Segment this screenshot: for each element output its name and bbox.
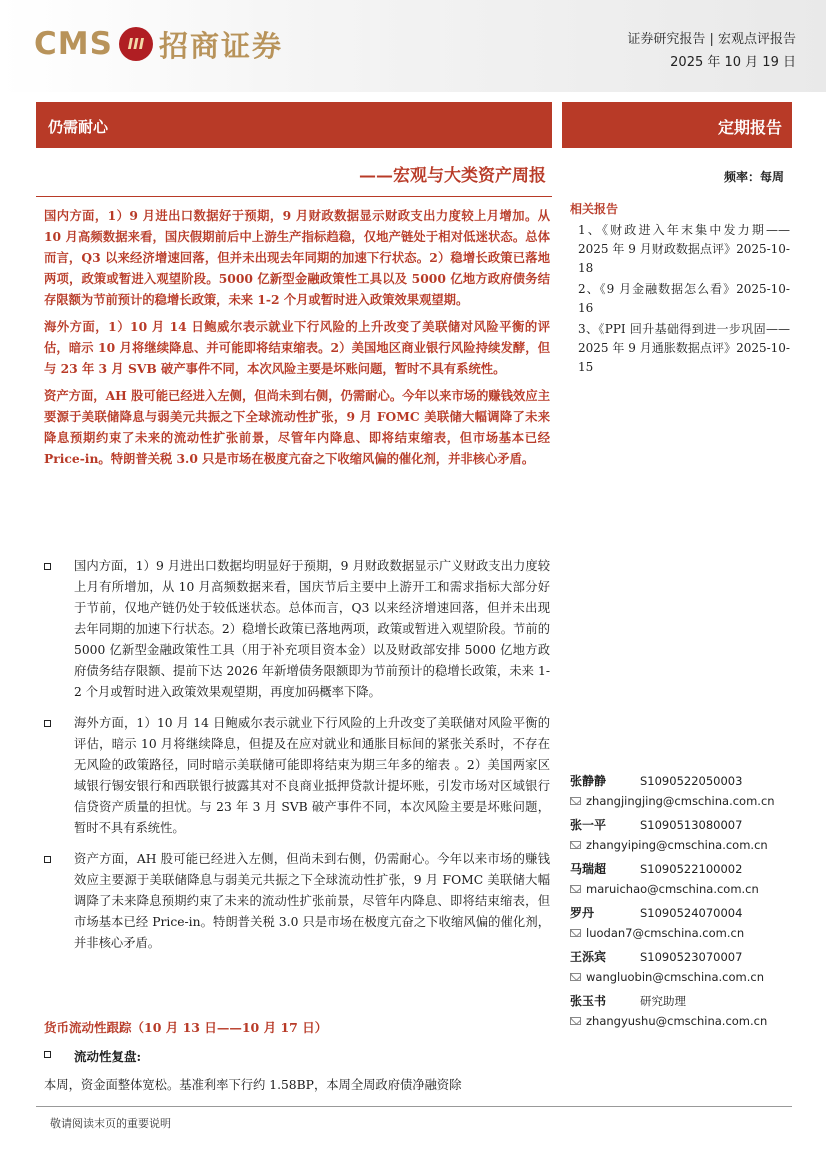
- page-subtitle: ——宏观与大类资产周报: [359, 166, 546, 186]
- related-reports-title: 相关报告: [570, 202, 619, 216]
- analyst-card: [570, 858, 790, 899]
- title-divider: [36, 196, 552, 197]
- bullet-item: [44, 556, 550, 703]
- related-reports: [570, 200, 790, 379]
- footer-divider: [36, 1106, 792, 1107]
- summary-paragraph: 资产方面，AH 股可能已经进入左侧，但尚未到右侧，仍需耐心。今年以来市场的赚钱效应主要源于美联储降息与弱美元共振之下全球流动性扩张，9 月 FOMC 美联储大幅调降了未来降息预期约束了未来的流动性扩张前景，尽管年内降息、即将结束缩表，但市场基本已经 Price-in。特朗普关税 3.0 只是市场在极度亢奋之下收缩风偏的催化剂，并非核心矛盾。: [44, 388, 550, 466]
- analyst-name: 张一平: [570, 818, 607, 832]
- analyst-code: S1090524070004: [640, 905, 743, 920]
- mail-icon: [570, 797, 581, 805]
- summary-paragraph: 国内方面，1）9 月进出口数据好于预期，9 月财政数据显示财政支出力度较上月增加。从 10 月高频数据来看，国庆假期前后中上游生产指标趋稳，仅地产链处于相对低迷状态。总体而言，Q3 以来经济增速回落，但并未出现去年同期的加速下行状态。2）稳增长政策已落地两项，政策或暂进入观望阶段。5000 亿新型金融政策性工具以及 5000 亿地方政府债务结存限额为节前预计的稳增长政策，未来 1-2 个月或暂时进入政策效果观望期。: [44, 208, 550, 307]
- mail-icon: [570, 929, 581, 937]
- analyst-email[interactable]: zhangjingjing@cmschina.com.cn: [586, 794, 775, 808]
- analyst-card: [570, 814, 790, 855]
- bullet-text: 国内方面，1）9 月进出口数据均明显好于预期，9 月财政数据显示广义财政支出力度较上月有所增加，从 10 月高频数据来看，国庆节后主要中上游开工和需求指标大部分好于节前，仅地产链仍处于较低迷状态。总体而言，Q3 以来经济增速回落，但并未出现去年同期的加速下行状态。2）稳增长政策已落地两项，政策或暂进入观望阶段。节前的 5000 亿新型金融政策性工具（用于补充项目资本金）以及财政部安排 5000 亿地方政府债务结存限额、提前下达 2026 年新增债务限额即为节前预计的稳增长政策，未来 1-2 个月或暂时进入政策效果观望期，再度加码概率下降。: [74, 559, 550, 699]
- mail-icon: [570, 1017, 581, 1025]
- report-date: 2025 年 10 月 19 日: [670, 55, 796, 70]
- bullet-list: [44, 556, 550, 964]
- related-report-link[interactable]: 3、《PPI 回升基础得到进一步巩固——2025 年 9 月通胀数据点评》2025-10-15: [578, 322, 790, 374]
- square-bullet-icon: [44, 563, 51, 570]
- mail-icon: [570, 885, 581, 893]
- mail-icon: [570, 841, 581, 849]
- analyst-card: [570, 946, 790, 987]
- report-frequency: 频率：每周: [723, 170, 784, 184]
- analyst-email[interactable]: luodan7@cmschina.com.cn: [586, 926, 745, 940]
- square-bullet-icon: [44, 1051, 51, 1058]
- analyst-code: S1090523070007: [640, 949, 743, 964]
- report-tag-bar: [562, 102, 792, 148]
- analyst-card: [570, 990, 790, 1031]
- related-report-link[interactable]: 2、《9 月金融数据怎么看》2025-10-16: [578, 282, 790, 315]
- analyst-email[interactable]: zhangyiping@cmschina.com.cn: [586, 838, 768, 852]
- footer-disclaimer: 敬请阅读末页的重要说明: [50, 1117, 171, 1130]
- analyst-code: S1090513080007: [640, 817, 743, 832]
- square-bullet-icon: [44, 720, 51, 727]
- related-report-link[interactable]: 1、《财政进入年末集中发力期——2025 年 9 月财政数据点评》2025-10-18: [578, 223, 790, 275]
- analyst-email[interactable]: zhangyushu@cmschina.com.cn: [586, 1014, 768, 1028]
- report-tag: 定期报告: [717, 118, 782, 137]
- analyst-card: [570, 902, 790, 943]
- analyst-list: [570, 770, 790, 1034]
- liquidity-heading-label: 流动性复盘:: [74, 1049, 142, 1064]
- analyst-email[interactable]: maruichao@cmschina.com.cn: [586, 882, 759, 896]
- analyst-card: [570, 770, 790, 811]
- title-bar: [36, 102, 552, 148]
- analyst-name: 张玉书: [570, 994, 607, 1008]
- page-title: 仍需耐心: [48, 118, 109, 136]
- logo-badge-icon: III: [119, 27, 153, 61]
- analyst-name: 罗丹: [570, 906, 595, 920]
- report-type: 证券研究报告 | 宏观点评报告: [627, 32, 796, 47]
- analyst-code: S1090522100002: [640, 861, 743, 876]
- company-logo: [34, 22, 283, 66]
- logo-cn-text: 招商证券: [158, 28, 283, 63]
- analyst-email[interactable]: wangluobin@cmschina.com.cn: [586, 970, 764, 984]
- liquidity-body-text: 本周，资金面整体宽松。基准利率下行约 1.58BP，本周全周政府债净融资除: [44, 1078, 462, 1092]
- analyst-name: 王泺宾: [570, 950, 607, 964]
- summary-paragraph: 海外方面，1）10 月 14 日鲍威尔表示就业下行风险的上升改变了美联储对风险平衡的评估，暗示 10 月将继续降息、并可能即将结束缩表。2）美国地区商业银行风险持续发酵，但与 23 年 3 月 SVB 破产事件不同，本次风险主要是坏账问题，暂时不具有系统性。: [44, 319, 550, 376]
- bullet-text: 海外方面，1）10 月 14 日鲍威尔表示就业下行风险的上升改变了美联储对风险平衡的评估，暗示 10 月将继续降息，但提及在应对就业和通胀目标间的紧张关系时，不存在无风险的政策路径，同时暗示美联储可能即将结束为期三年多的缩表 。2）美国两家区域银行锡安银行和西联银行披露其对不良商业抵押贷款计提坏账，引发市场对区域银行信贷资产质量的担忧。与 23 年 3 月 SVB 破产事件不同，本次风险主要是坏账问题，暂时不具有系统性。: [74, 716, 550, 835]
- money-section-heading: 货币流动性跟踪（10 月 13 日——10 月 17 日）: [44, 1020, 328, 1035]
- mail-icon: [570, 973, 581, 981]
- analyst-code: S1090522050003: [640, 773, 743, 788]
- logo-cms-text: CMS: [34, 26, 113, 62]
- analyst-name: 马瑞超: [570, 862, 607, 876]
- bullet-item: [44, 849, 550, 954]
- square-bullet-icon: [44, 856, 51, 863]
- summary-section: [44, 205, 550, 475]
- bullet-text: 资产方面，AH 股可能已经进入左侧，但尚未到右侧，仍需耐心。今年以来市场的赚钱效应主要源于美联储降息与弱美元共振之下全球流动性扩张，9 月 FOMC 美联储大幅调降了未来降息预期约束了未来的流动性扩张前景，尽管年内降息、即将结束缩表，但市场基本已经 Price-in。特朗普关税 3.0 只是市场在极度亢奋之下收缩风偏的催化剂，并非核心矛盾。: [74, 852, 550, 950]
- analyst-role: 研究助理: [640, 993, 686, 1008]
- bullet-item: [44, 713, 550, 839]
- analyst-name: 张静静: [570, 774, 607, 788]
